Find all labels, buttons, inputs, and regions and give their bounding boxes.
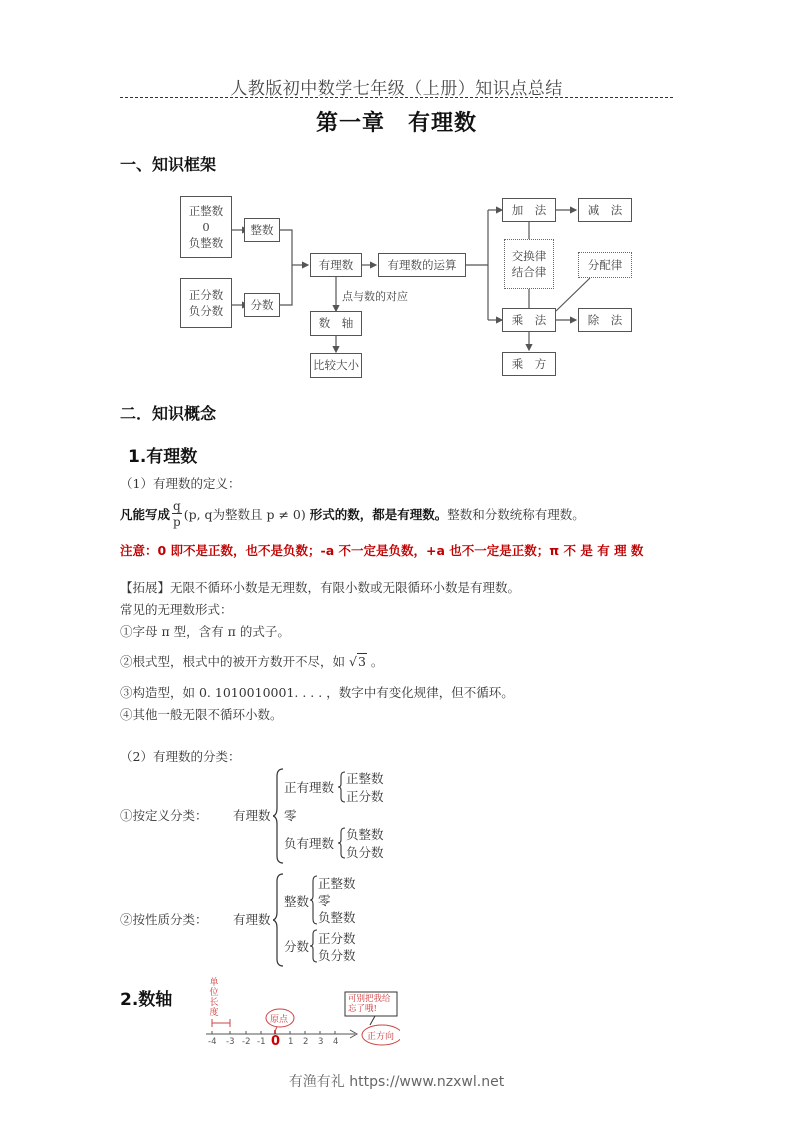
definition-middle: 形式的数，都是有理数。 — [309, 507, 448, 522]
label-negative-integer: 负整数 — [188, 236, 224, 251]
box-fraction-types — [180, 278, 232, 328]
section-knowledge-framework-title: 一、知识框架 — [120, 155, 217, 174]
box-addition: 加 法 — [502, 198, 556, 222]
tick-label: -4 — [208, 1037, 217, 1047]
box-integer-types — [180, 196, 232, 258]
form-radical-end: 。 — [370, 654, 384, 669]
brace-icon — [310, 929, 318, 963]
common-forms-label: 常见的无理数形式： — [120, 602, 233, 617]
chapter-title: 第一章 有理数 — [315, 111, 477, 136]
sqrt-3: √3 — [349, 654, 366, 669]
form-item-radical — [120, 652, 383, 670]
form-item-other: ④其他一般无限不循环小数。 — [120, 707, 283, 722]
callout-text: 可别把我给忘了哦! — [348, 994, 391, 1014]
box-multiplication: 乘 法 — [502, 308, 556, 332]
box-rational-operations: 有理数的运算 — [378, 253, 466, 277]
tick-label: -1 — [257, 1037, 266, 1047]
classification-by-nature — [120, 873, 420, 969]
sqrt-radicand: 3 — [357, 654, 366, 669]
definition-condition: (p, q为整数且 p ≠ 0) — [183, 507, 306, 522]
class-negative-integer: 负整数 — [346, 827, 384, 842]
class-zero: 零 — [284, 808, 297, 823]
form-radical-text: ②根式型，根式中的被开方数开不尽，如 — [120, 654, 346, 669]
tick-label: 4 — [333, 1037, 339, 1047]
class-negative-fraction: 负分数 — [318, 948, 356, 963]
tick-label: 2 — [303, 1037, 309, 1047]
box-division: 除 法 — [578, 308, 632, 332]
class-zero: 零 — [318, 893, 331, 908]
class-negative-integer: 负整数 — [318, 910, 356, 925]
label-associative-law: 结合律 — [511, 265, 547, 279]
classification-nature-label: ②按性质分类： — [120, 912, 208, 927]
tick-label: 1 — [288, 1037, 294, 1047]
label-positive-integer: 正整数 — [188, 203, 224, 218]
fraction-q-over-p — [172, 500, 182, 528]
label-negative-fraction: 负分数 — [188, 304, 224, 318]
tick-label: 3 — [318, 1037, 324, 1047]
box-rational-numbers: 有理数 — [310, 253, 362, 277]
box-subtraction: 减 法 — [578, 198, 632, 222]
box-power: 乘 方 — [502, 352, 556, 376]
class-negative-rational: 负有理数 — [284, 836, 335, 851]
box-fractions: 分数 — [244, 293, 280, 317]
extension-text: 【拓展】无限不循环小数是无理数，有限小数或无限循环小数是有理数。 — [120, 580, 521, 595]
section-knowledge-concepts-title: 二．知识概念 — [120, 404, 217, 423]
definition-line — [120, 500, 585, 528]
label-commutative-law: 交换律 — [511, 248, 547, 263]
class-positive-fraction: 正分数 — [318, 931, 356, 946]
classification-by-definition — [120, 768, 420, 866]
class-integers: 整数 — [284, 894, 310, 909]
box-distributive-law: 分配律 — [578, 252, 632, 278]
class-positive-integer: 正整数 — [346, 771, 384, 786]
document-title: 人教版初中数学七年级（上册）知识点总结 — [230, 79, 563, 99]
number-line-ticks — [200, 1034, 360, 1049]
form-item-constructed: ③构造型，如 0. 1010010001. . . . ，数字中有变化规律，但不循环。 — [120, 685, 514, 700]
number-line-figure — [200, 975, 400, 1050]
footer-watermark: 有渔有礼 https://www.nzxwl.net — [288, 1074, 505, 1090]
box-compare-size: 比较大小 — [310, 353, 362, 378]
definition-label: （1）有理数的定义： — [120, 476, 241, 491]
class-positive-fraction: 正分数 — [346, 789, 384, 804]
class-positive-integer: 正整数 — [318, 876, 356, 891]
box-integers: 整数 — [244, 218, 280, 242]
fraction-numerator: q — [173, 499, 181, 513]
classification-label: （2）有理数的分类： — [120, 749, 241, 764]
tick-label: -3 — [226, 1037, 235, 1047]
definition-suffix: 整数和分数统称有理数。 — [447, 507, 585, 522]
fraction-denominator: p — [173, 515, 181, 529]
subsection-number-line-title: 2.数轴 — [120, 990, 173, 1010]
label-zero: 0 — [202, 219, 210, 234]
class-positive-rational: 正有理数 — [284, 780, 335, 795]
classification-root: 有理数 — [233, 912, 271, 927]
brace-icon — [338, 771, 346, 803]
note-warning: 注意：0 即不是正数，也不是负数；-a 不一定是负数，+a 也不一定是正数；π 不 是 有 理 数 — [120, 543, 644, 558]
box-commutative-associative-laws — [504, 239, 554, 289]
origin-label: 原点 — [270, 1015, 289, 1025]
header-divider — [120, 97, 673, 98]
definition-prefix: 凡能写成 — [120, 507, 171, 522]
box-number-line: 数 轴 — [310, 311, 362, 336]
form-item-pi: ①字母 π 型，含有 π 的式子。 — [120, 624, 290, 639]
classification-definition-label: ①按定义分类： — [120, 808, 208, 823]
class-fractions: 分数 — [284, 939, 310, 954]
tick-label: -2 — [242, 1037, 251, 1047]
subsection-rational-numbers-title: 1.有理数 — [128, 447, 198, 467]
class-negative-fraction: 负分数 — [346, 845, 384, 860]
unit-length-label: 单位长度 — [209, 978, 219, 1018]
brace-icon — [310, 875, 318, 925]
tick-label-zero: 0 — [271, 1034, 281, 1049]
classification-root: 有理数 — [233, 808, 271, 823]
label-positive-fraction: 正分数 — [188, 287, 224, 302]
edge-label-point-number-correspondence: 点与数的对应 — [342, 290, 408, 303]
positive-direction-label: 正方向 — [367, 1032, 395, 1042]
brace-icon — [338, 827, 346, 859]
